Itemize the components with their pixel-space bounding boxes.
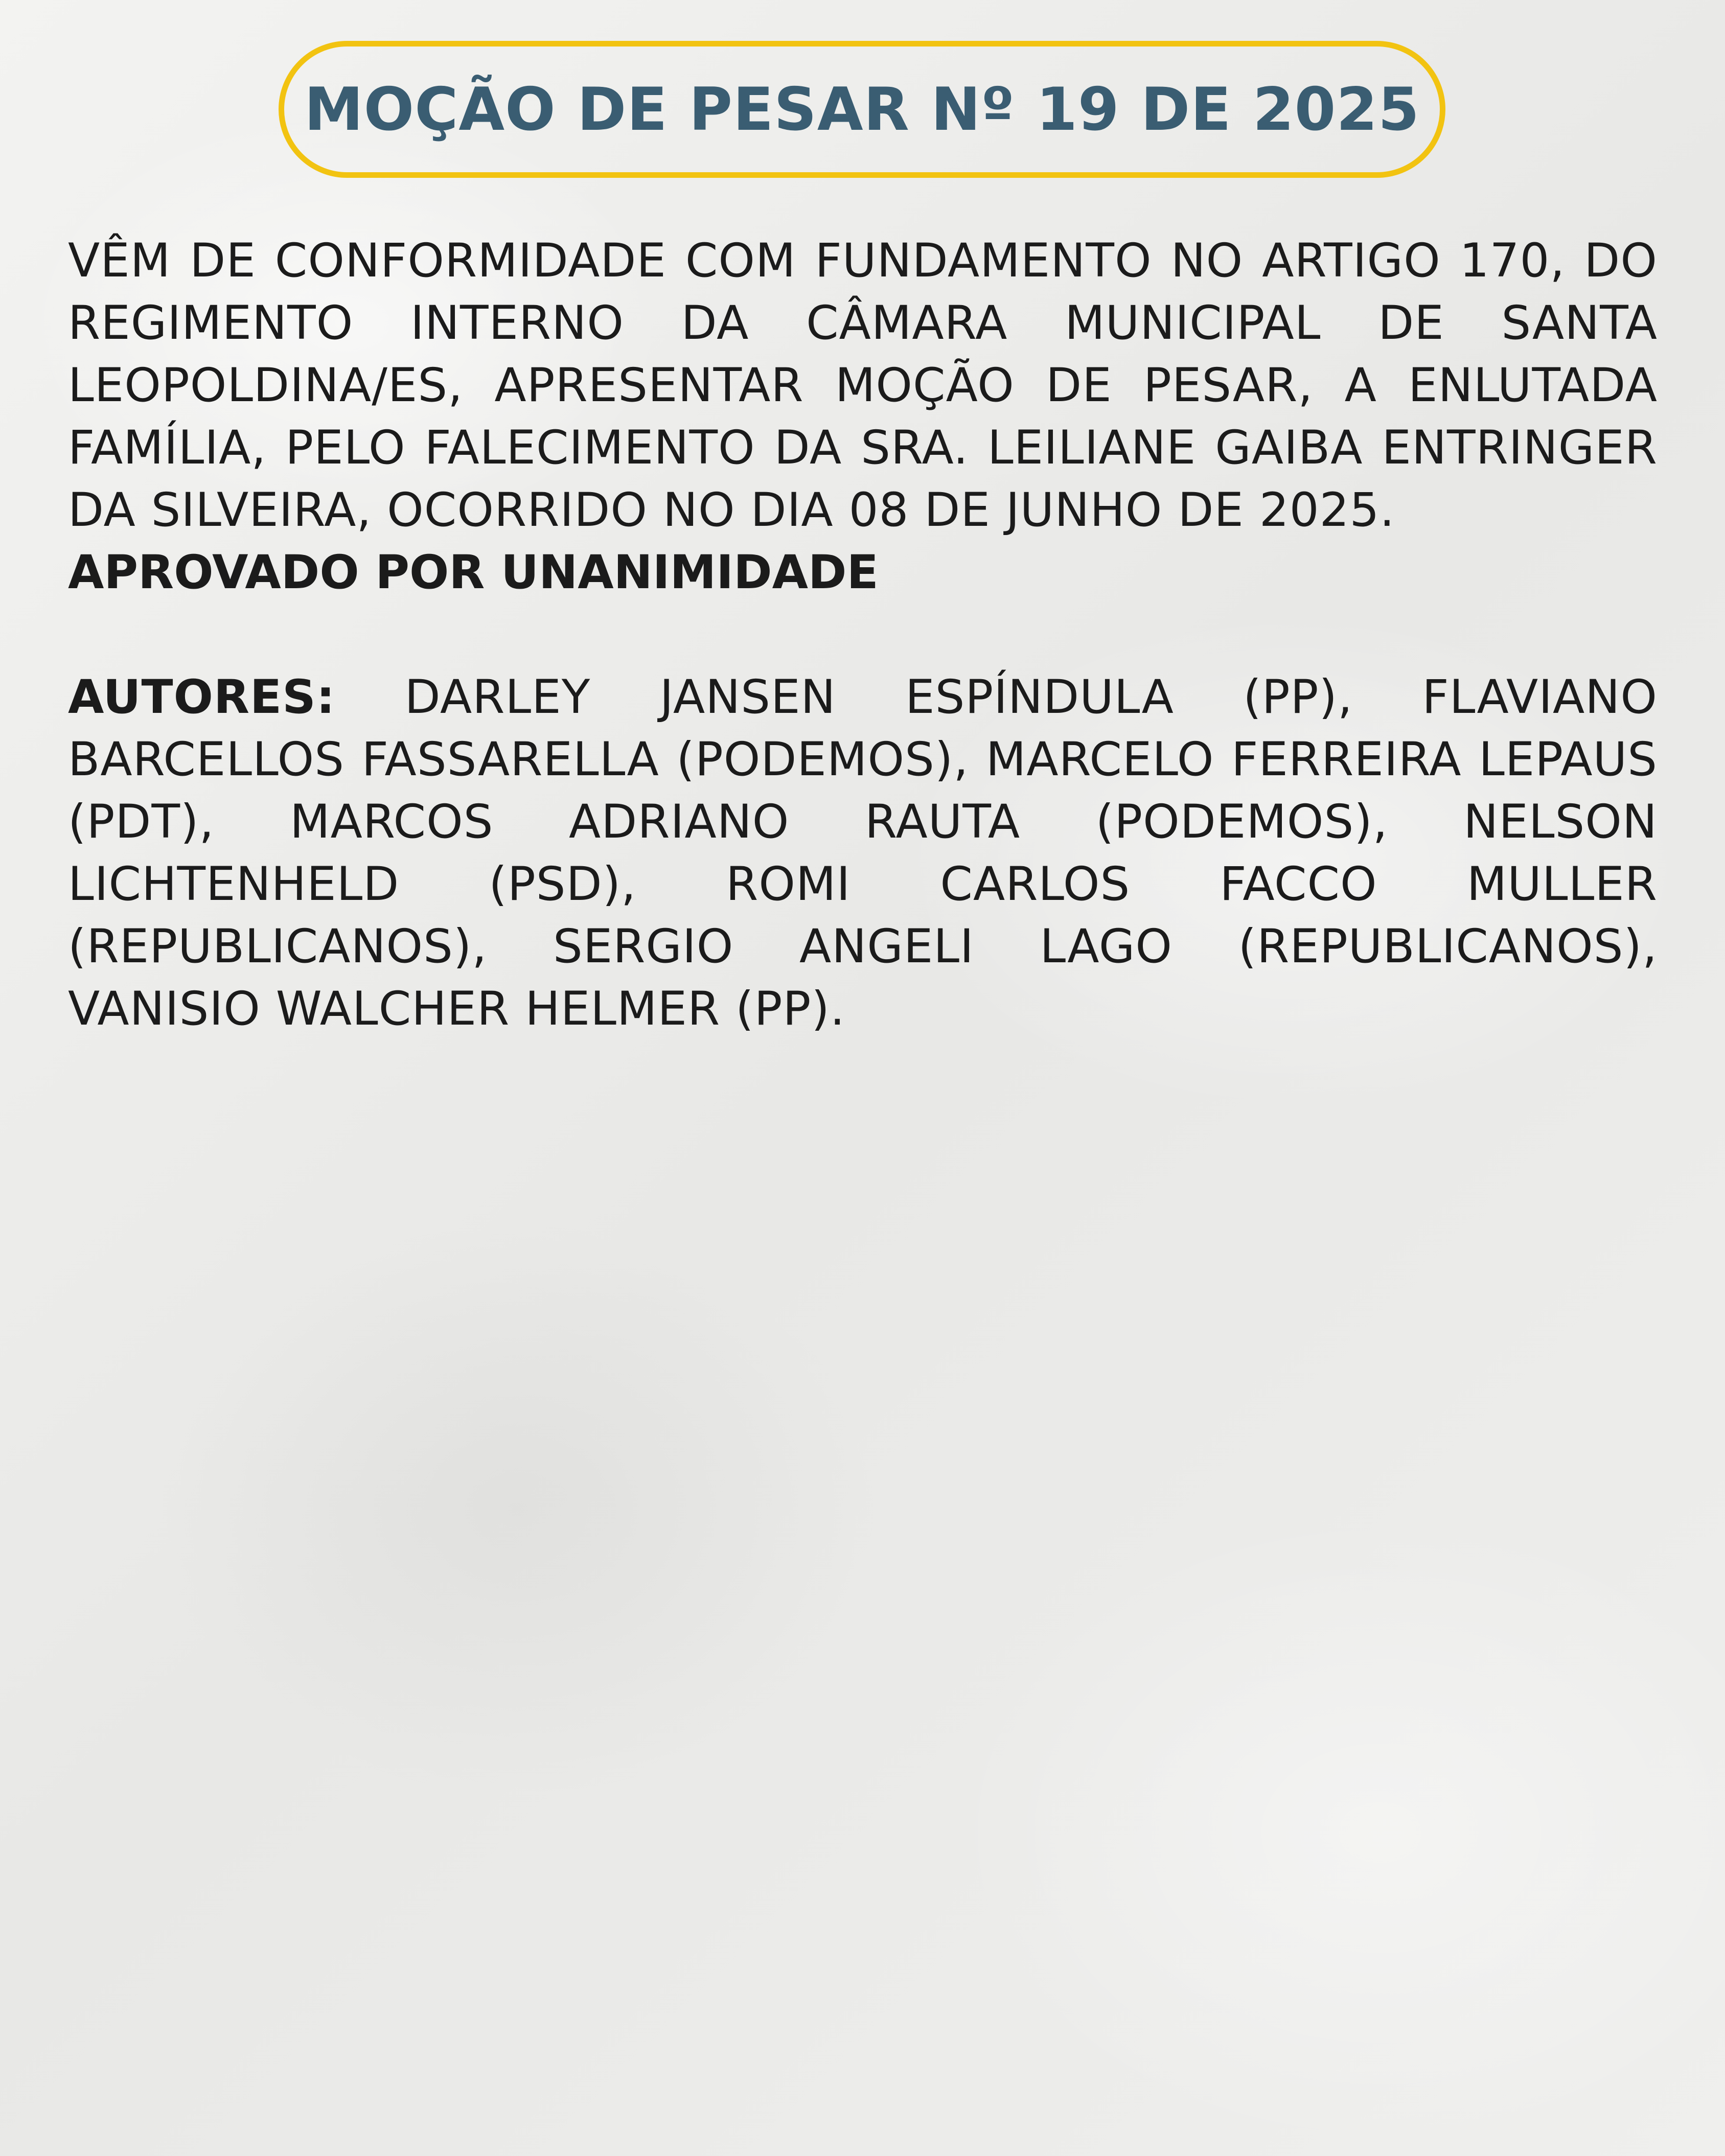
document-body <box>68 230 1658 1040</box>
approval-status: APROVADO POR UNANIMIDADE <box>68 546 879 599</box>
document-title: MOÇÃO DE PESAR Nº 19 DE 2025 <box>304 75 1420 144</box>
authors-list: DARLEY JANSEN ESPÍNDULA (PP), FLAVIANO BARCELLOS FASSARELLA (PODEMOS), MARCELO FERREIRA LEPAUS (PDT), MARCOS ADRIANO RAUTA (PODEMOS), NELSON LICHTENHELD (PSD), ROMI CARLOS FACCO MULLER (REPUBLICANOS), SERGIO ANGELI LAGO (REPUBLICANOS), VANISIO WALCHER HELMER (PP). <box>68 670 1658 1036</box>
motion-paragraph: VÊM DE CONFORMIDADE COM FUNDAMENTO NO ARTIGO 170, DO REGIMENTO INTERNO DA CÂMARA MUNICIPAL DE SANTA LEOPOLDINA/ES, APRESENTAR MOÇÃO DE PESAR, A ENLUTADA FAMÍLIA, PELO FALECIMENTO DA SRA. LEILIANE GAIBA ENTRINGER DA SILVEIRA, OCORRIDO NO DIA 08 DE JUNHO DE 2025. <box>68 234 1658 537</box>
title-banner <box>279 41 1445 178</box>
authors-paragraph <box>68 666 1658 1040</box>
authors-label: AUTORES: <box>68 670 336 724</box>
